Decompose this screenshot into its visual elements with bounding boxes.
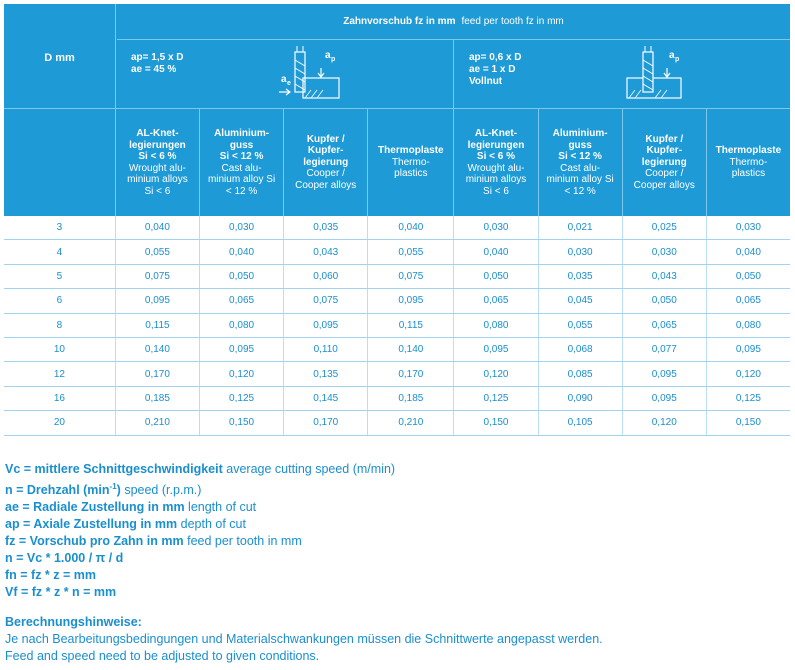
notes-title: Berechnungshinweise: [5, 615, 142, 629]
feed-value-cell: 0,035 [284, 216, 368, 239]
notes [5, 614, 603, 665]
legend-description: average cutting speed (m/min) [226, 462, 396, 476]
feed-value-cell: 0,170 [116, 362, 200, 385]
feed-value-cell: 0,135 [284, 362, 368, 385]
legend-term-end: ) [116, 483, 121, 498]
feed-value-cell: 0,150 [454, 411, 538, 434]
diameter-cell: 6 [4, 289, 116, 312]
feed-value-cell: 0,050 [200, 265, 284, 288]
diameter-cell: 5 [4, 265, 116, 288]
column-header: Kupfer / Kupfer- legierung Cooper / Cooper alloys [284, 109, 368, 216]
table-row [4, 387, 790, 411]
feed-value-cell: 0,095 [735, 344, 761, 356]
column-header: Aluminium- guss Si < 12 % Cast alu- minium alloy Si < 12 % [539, 109, 623, 216]
ap-label: a [325, 50, 331, 61]
table-row [4, 289, 790, 313]
feed-value-cell: 0,055 [539, 314, 623, 337]
feed-value-cell: 0,040 [116, 216, 200, 239]
feed-value-cell: 0,065 [735, 295, 761, 307]
legend-term: ap = Axiale Zustellung in mm [5, 517, 178, 532]
feed-value-cell: 0,040 [735, 246, 761, 258]
feed-value-cell: 0,210 [116, 411, 200, 434]
notes-line-en: Feed and speed need to be adjusted to given conditions. [5, 649, 320, 663]
table-header-top [4, 4, 790, 108]
legend-term: Vc = mittlere Schnittgeschwindigkeit [5, 462, 223, 476]
feed-value-cell: 0,140 [368, 338, 454, 361]
ap-label-2: a [669, 50, 675, 61]
diameter-cell: 10 [4, 338, 116, 361]
feed-value-cell: 0,040 [368, 216, 454, 239]
feed-value-cell: 0,150 [200, 411, 284, 434]
feed-value-cell: 0,085 [539, 362, 623, 385]
feed-value-cell: 0,080 [454, 314, 538, 337]
diameter-cell: 4 [4, 240, 116, 263]
feed-value-cell: 0,095 [368, 289, 454, 312]
ap-sub: p [331, 56, 336, 63]
legend-term: Vf = fz * z * n = mm [5, 585, 117, 600]
feed-value-cell: 0,075 [284, 289, 368, 312]
ae-sub: e [287, 80, 291, 87]
feed-value-cell: 0,030 [454, 216, 538, 239]
legend-description: length of cut [188, 500, 257, 515]
feed-value-cell: 0,170 [284, 411, 368, 434]
feed-value-cell: 0,030 [200, 216, 284, 239]
feed-value-cell: 0,095 [284, 314, 368, 337]
feed-value-cell: 0,095 [116, 289, 200, 312]
cond-left-line-1: ap= 1,5 x D [131, 52, 184, 63]
feed-value-cell: 0,115 [116, 314, 200, 337]
column-header: Thermoplaste Thermo- plastics [715, 145, 782, 180]
column-headers [4, 108, 790, 216]
feed-value-cell: 0,043 [284, 240, 368, 263]
column-header: AL-Knet- legierungen Si < 6 % Wrought alu- minium alloys Si < 6 [116, 109, 200, 216]
feed-value-cell: 0,210 [368, 411, 454, 434]
diameter-cell: 20 [4, 411, 116, 434]
table-row [4, 216, 790, 240]
legend-line [5, 567, 395, 584]
feed-value-cell: 0,030 [539, 240, 623, 263]
feed-value-cell: 0,055 [368, 240, 454, 263]
legend [5, 461, 395, 601]
notes-line-de: Je nach Bearbeitungsbedingungen und Materialschwankungen müssen die Schnittwerte angepasst werden. [5, 632, 603, 646]
legend-line [5, 584, 395, 601]
feed-value-cell: 0,080 [735, 319, 761, 331]
feed-value-cell: 0,040 [454, 240, 538, 263]
feed-header-de: Zahnvorschub fz in mm [343, 16, 456, 27]
feed-value-cell: 0,030 [735, 222, 761, 234]
feed-value-cell: 0,095 [623, 387, 707, 410]
feed-value-cell: 0,075 [116, 265, 200, 288]
diameter-cell: 3 [4, 216, 116, 239]
column-header: AL-Knet- legierungen Si < 6 % Wrought alu- minium alloys Si < 6 [454, 109, 538, 216]
feed-value-cell: 0,140 [116, 338, 200, 361]
feed-value-cell: 0,120 [454, 362, 538, 385]
diameter-cell: 12 [4, 362, 116, 385]
feed-value-cell: 0,170 [368, 362, 454, 385]
table-row [4, 240, 790, 264]
legend-line [5, 550, 395, 567]
feed-value-cell: 0,185 [368, 387, 454, 410]
condition-right [455, 40, 790, 108]
feed-value-cell: 0,075 [368, 265, 454, 288]
cond-left-line-2: ae = 45 % [131, 64, 177, 75]
ae-label: a [281, 74, 287, 85]
legend-line [5, 499, 395, 516]
table-row [4, 314, 790, 338]
feed-value-cell: 0,065 [454, 289, 538, 312]
feed-value-cell: 0,095 [454, 338, 538, 361]
feed-header [117, 4, 790, 40]
feed-value-cell: 0,077 [623, 338, 707, 361]
feed-value-cell: 0,050 [623, 289, 707, 312]
diameter-header: D mm [4, 4, 116, 108]
ap-sub-2: p [675, 56, 680, 63]
feed-value-cell: 0,040 [200, 240, 284, 263]
table-row [4, 362, 790, 386]
legend-term: fz = Vorschub pro Zahn in mm [5, 534, 184, 549]
feed-value-cell: 0,080 [200, 314, 284, 337]
feed-value-cell: 0,050 [454, 265, 538, 288]
column-header: Kupfer / Kupfer- legierung Cooper / Cooper alloys [623, 109, 707, 216]
legend-line [5, 461, 395, 478]
feed-value-cell: 0,105 [539, 411, 623, 434]
legend-term: fn = fz * z = mm [5, 568, 96, 583]
feed-table [4, 4, 790, 436]
cond-right-line-3: Vollnut [469, 76, 503, 87]
legend-term: n = Drehzahl (min [5, 483, 110, 498]
feed-value-cell: 0,055 [116, 240, 200, 263]
feed-value-cell: 0,090 [539, 387, 623, 410]
feed-value-cell: 0,125 [735, 392, 761, 404]
feed-value-cell: 0,035 [539, 265, 623, 288]
feed-value-cell: 0,025 [623, 216, 707, 239]
feed-value-cell: 0,095 [623, 362, 707, 385]
feed-value-cell: 0,043 [623, 265, 707, 288]
feed-value-cell: 0,065 [200, 289, 284, 312]
side-milling-icon [275, 44, 345, 104]
legend-term: ae = Radiale Zustellung in mm [5, 500, 185, 515]
legend-description: speed (r.p.m.) [124, 483, 202, 498]
feed-value-cell: 0,120 [735, 368, 761, 380]
feed-value-cell: 0,125 [200, 387, 284, 410]
legend-description: depth of cut [180, 517, 246, 532]
feed-value-cell: 0,050 [735, 270, 761, 282]
feed-value-cell: 0,021 [539, 216, 623, 239]
column-header: Thermoplaste Thermo- plastics [368, 109, 454, 216]
column-header: Aluminium- guss Si < 12 % Cast alu- minium alloy Si < 12 % [200, 109, 284, 216]
cond-right-line-2: ae = 1 x D [469, 64, 516, 75]
feed-value-cell: 0,110 [284, 338, 368, 361]
feed-value-cell: 0,185 [116, 387, 200, 410]
table-body [4, 216, 790, 436]
feed-value-cell: 0,145 [284, 387, 368, 410]
table-row [4, 411, 790, 435]
feed-value-cell: 0,150 [735, 417, 761, 429]
legend-term: n = Vc * 1.000 / π / d [5, 551, 124, 566]
diameter-cell: 16 [4, 387, 116, 410]
cond-right-line-1: ap= 0,6 x D [469, 52, 522, 63]
feed-value-cell: 0,095 [200, 338, 284, 361]
feed-value-cell: 0,115 [368, 314, 454, 337]
slot-milling-icon [615, 44, 685, 104]
feed-value-cell: 0,125 [454, 387, 538, 410]
table-row [4, 265, 790, 289]
table-row [4, 338, 790, 362]
legend-line [5, 516, 395, 533]
legend-superscript: -1 [109, 482, 117, 491]
feed-value-cell: 0,030 [623, 240, 707, 263]
feed-value-cell: 0,068 [539, 338, 623, 361]
diameter-cell: 8 [4, 314, 116, 337]
feed-value-cell: 0,045 [539, 289, 623, 312]
feed-value-cell: 0,120 [623, 411, 707, 434]
column-header-d-empty [4, 109, 116, 216]
condition-left [117, 40, 454, 108]
legend-line [5, 533, 395, 550]
feed-header-en: feed per tooth fz in mm [461, 16, 564, 27]
feed-value-cell: 0,065 [623, 314, 707, 337]
legend-line [5, 478, 395, 499]
feed-value-cell: 0,120 [200, 362, 284, 385]
legend-description: feed per tooth in mm [187, 534, 302, 549]
feed-value-cell: 0,060 [284, 265, 368, 288]
